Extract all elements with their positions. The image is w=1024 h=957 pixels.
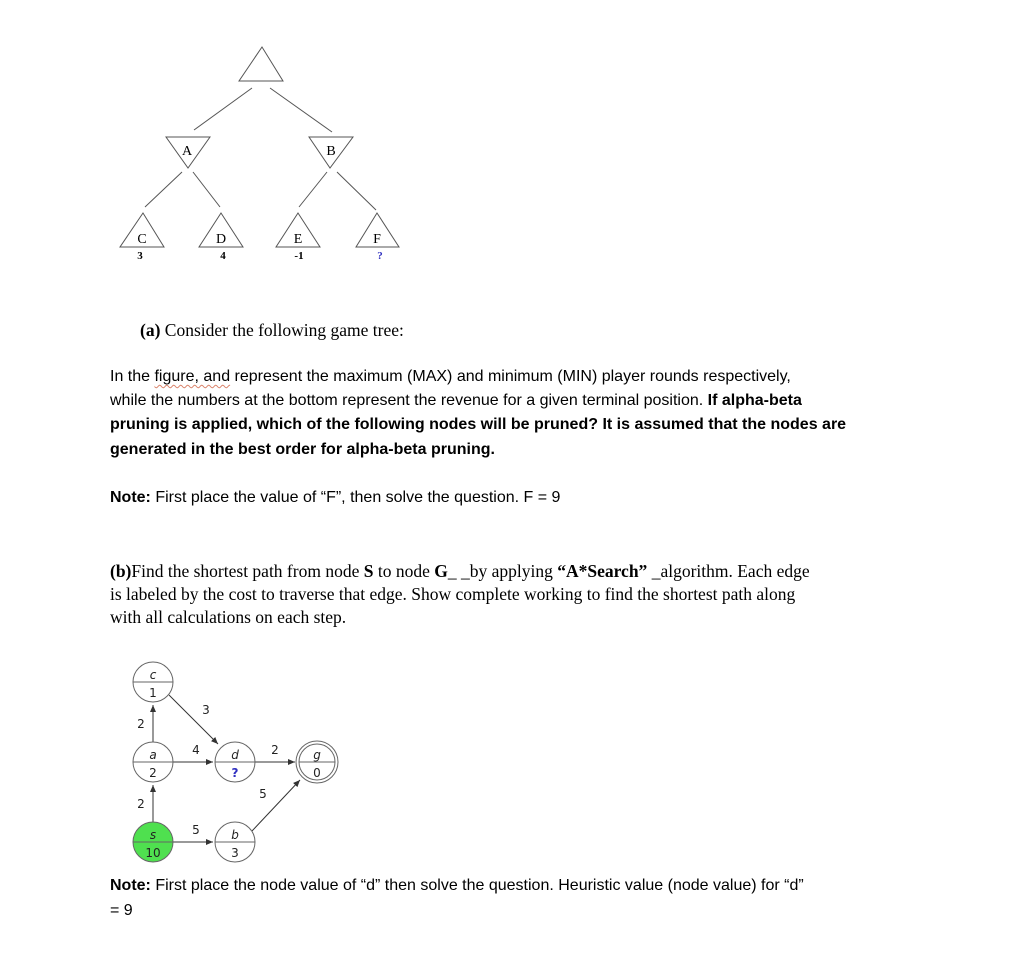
root-max-node [239,47,283,81]
edge-a-c-cost: 2 [137,717,145,731]
node-g-name: g [313,748,321,762]
node-a-h: 2 [149,766,157,780]
edge-b-g-cost: 5 [259,787,267,801]
part-b-line-1 [110,561,810,582]
edge-root-a [194,88,252,130]
value-e: -1 [294,250,304,262]
edge-c-d-cost: 3 [202,703,210,717]
part-a-line-4: generated in the best order for alpha-beta pruning. [110,441,495,458]
text: to node [373,561,435,581]
game-tree [120,47,399,247]
node-g-h: 0 [313,766,321,780]
value-d: 4 [220,250,226,262]
text: Find the shortest path from node [131,561,364,581]
label-d: D [215,232,227,247]
node-d-h: ? [231,766,239,780]
part-b-note [110,877,804,895]
text: In the [110,368,155,385]
part-a-line-1 [110,368,791,386]
spellcheck-text: figure, and [154,368,231,385]
part-b-line-3: with all calculations on each step. [110,607,347,627]
part-b-note-line-2: = 9 [110,902,133,919]
part-label: (b) [110,561,132,581]
text: G [434,561,448,581]
bold-text: If alpha-beta [707,392,802,409]
note-label: Note: [110,877,151,894]
label-c: C [137,232,147,247]
text: S [363,561,374,581]
node-b-name: b [231,828,239,842]
text: “A*Search” [557,561,648,581]
heading-text: (a) Consider the following game tree: [140,320,404,340]
node-d-name: d [231,748,239,762]
note-text: First place the node value of “d” then solve the question. Heuristic value (node value) for “d” [150,877,804,894]
part-b-line-2: is labeled by the cost to traverse that edge. Show complete working to find the shortest path along [110,584,796,604]
value-f: ? [377,250,383,262]
node-b-h: 3 [231,846,239,860]
edge-d-g-cost: 2 [271,743,279,757]
part-a-heading [140,320,404,341]
text: _ _by applying [447,561,558,581]
label-e: E [293,232,303,247]
part-a-line-3: pruning is applied, which of the following nodes will be pruned? It is assumed that the nodes are [110,416,847,433]
node-s-h: 10 [145,846,161,860]
node-c-h: 1 [149,686,157,700]
node-s-name: s [149,828,157,842]
node-a-name: a [149,748,157,762]
value-c: 3 [137,250,143,262]
text: _algorithm. Each edge [647,561,810,581]
note-text: First place the value of “F”, then solve the question. F = 9 [150,489,561,506]
edge-s-b-cost: 5 [192,823,200,837]
part-a-note [110,489,560,507]
label-b: B [326,144,336,159]
text: represent the maximum (MAX) and minimum (MIN) player rounds respectively, [230,368,791,385]
edge-s-a-cost: 2 [137,797,145,811]
node-c-name: c [149,668,157,682]
label-a: A [181,144,193,159]
edge-root-b [270,88,332,132]
text: while the numbers at the bottom represent the revenue for a given terminal position. [110,392,708,409]
label-f: F [373,232,381,247]
part-a-line-2 [110,392,802,410]
note-label: Note: [110,489,151,506]
edge-a-d-cost: 4 [192,743,200,757]
